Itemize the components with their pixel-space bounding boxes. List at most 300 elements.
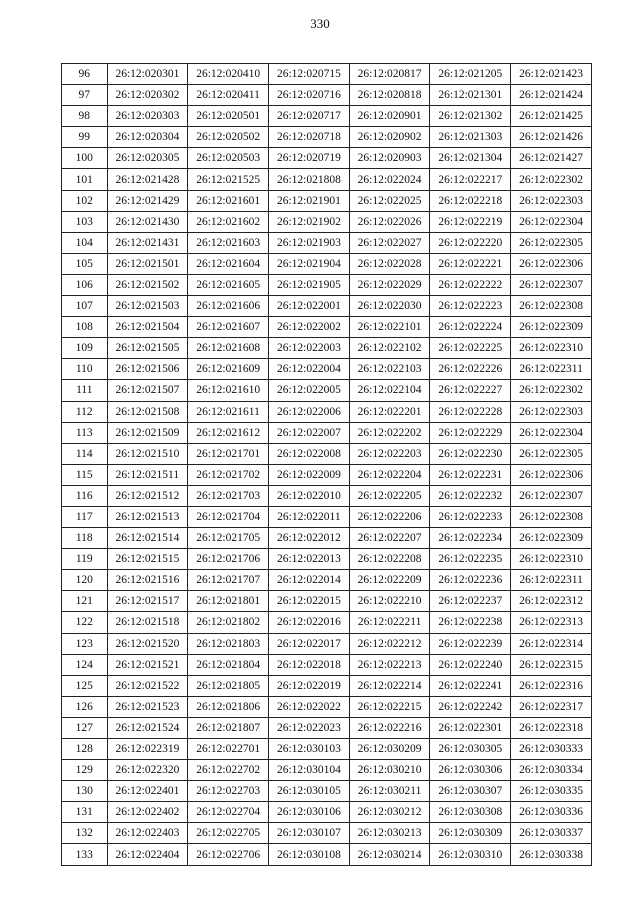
table-row bbox=[62, 612, 592, 633]
cadastral-number-cell: 26:12:021425 bbox=[511, 106, 592, 127]
cadastral-number-cell: 26:12:022012 bbox=[269, 528, 350, 549]
cadastral-number-cell: 26:12:030105 bbox=[269, 781, 350, 802]
cadastral-number-cell: 26:12:021514 bbox=[107, 528, 188, 549]
cadastral-number-cell: 26:12:022211 bbox=[349, 612, 430, 633]
table-row bbox=[62, 781, 592, 802]
cadastral-number-cell: 26:12:022023 bbox=[269, 717, 350, 738]
cadastral-number-cell: 26:12:022201 bbox=[349, 401, 430, 422]
cadastral-number-cell: 26:12:022701 bbox=[188, 739, 269, 760]
cadastral-number-cell: 26:12:020302 bbox=[107, 85, 188, 106]
cadastral-number-cell: 26:12:030107 bbox=[269, 823, 350, 844]
cadastral-number-cell: 26:12:030333 bbox=[511, 739, 592, 760]
cadastral-number-cell: 26:12:022316 bbox=[511, 675, 592, 696]
cadastral-number-cell: 26:12:021301 bbox=[430, 85, 511, 106]
cadastral-number-cell: 26:12:022311 bbox=[511, 570, 592, 591]
cadastral-number-cell: 26:12:020716 bbox=[269, 85, 350, 106]
cadastral-number-cell: 26:12:021503 bbox=[107, 296, 188, 317]
cadastral-number-cell: 26:12:022219 bbox=[430, 211, 511, 232]
cadastral-number-cell: 26:12:021507 bbox=[107, 380, 188, 401]
cadastral-number-cell: 26:12:030305 bbox=[430, 739, 511, 760]
row-number-cell: 119 bbox=[62, 549, 108, 570]
cadastral-number-cell: 26:12:022319 bbox=[107, 739, 188, 760]
cadastral-number-cell: 26:12:022003 bbox=[269, 338, 350, 359]
cadastral-number-cell: 26:12:022210 bbox=[349, 591, 430, 612]
cadastral-number-cell: 26:12:030106 bbox=[269, 802, 350, 823]
cadastral-number-cell: 26:12:022236 bbox=[430, 570, 511, 591]
cadastral-number-cell: 26:12:022234 bbox=[430, 528, 511, 549]
cadastral-number-cell: 26:12:021426 bbox=[511, 127, 592, 148]
cadastral-number-cell: 26:12:030103 bbox=[269, 739, 350, 760]
table-body bbox=[62, 64, 592, 866]
row-number-cell: 124 bbox=[62, 654, 108, 675]
cadastral-number-cell: 26:12:022015 bbox=[269, 591, 350, 612]
cadastral-number-cell: 26:12:022301 bbox=[430, 717, 511, 738]
cadastral-number-cell: 26:12:022702 bbox=[188, 760, 269, 781]
row-number-cell: 133 bbox=[62, 844, 108, 865]
cadastral-number-cell: 26:12:021701 bbox=[188, 443, 269, 464]
table-row bbox=[62, 338, 592, 359]
cadastral-number-cell: 26:12:030334 bbox=[511, 760, 592, 781]
table-row bbox=[62, 296, 592, 317]
table-row bbox=[62, 485, 592, 506]
row-number-cell: 103 bbox=[62, 211, 108, 232]
cadastral-number-cell: 26:12:022010 bbox=[269, 485, 350, 506]
cadastral-number-cell: 26:12:022239 bbox=[430, 633, 511, 654]
row-number-cell: 113 bbox=[62, 422, 108, 443]
cadastral-number-cell: 26:12:021517 bbox=[107, 591, 188, 612]
row-number-cell: 128 bbox=[62, 739, 108, 760]
cadastral-number-cell: 26:12:022312 bbox=[511, 591, 592, 612]
cadastral-number-cell: 26:12:020903 bbox=[349, 148, 430, 169]
cadastral-number-cell: 26:12:030210 bbox=[349, 760, 430, 781]
cadastral-number-cell: 26:12:022242 bbox=[430, 696, 511, 717]
cadastral-number-cell: 26:12:021801 bbox=[188, 591, 269, 612]
cadastral-number-cell: 26:12:020303 bbox=[107, 106, 188, 127]
cadastral-number-cell: 26:12:022232 bbox=[430, 485, 511, 506]
cadastral-number-cell: 26:12:022029 bbox=[349, 274, 430, 295]
cadastral-number-cell: 26:12:021803 bbox=[188, 633, 269, 654]
page-number: 330 bbox=[310, 16, 330, 31]
cadastral-number-cell: 26:12:021511 bbox=[107, 464, 188, 485]
row-number-cell: 116 bbox=[62, 485, 108, 506]
cadastral-number-cell: 26:12:022102 bbox=[349, 338, 430, 359]
row-number-cell: 132 bbox=[62, 823, 108, 844]
cadastral-number-cell: 26:12:022231 bbox=[430, 464, 511, 485]
row-number-cell: 99 bbox=[62, 127, 108, 148]
cadastral-number-cell: 26:12:021905 bbox=[269, 274, 350, 295]
table-row bbox=[62, 633, 592, 654]
cadastral-number-cell: 26:12:022304 bbox=[511, 211, 592, 232]
cadastral-number-cell: 26:12:030335 bbox=[511, 781, 592, 802]
cadastral-number-cell: 26:12:021902 bbox=[269, 211, 350, 232]
cadastral-number-cell: 26:12:022206 bbox=[349, 506, 430, 527]
cadastral-number-cell: 26:12:020902 bbox=[349, 127, 430, 148]
cadastral-number-cell: 26:12:022237 bbox=[430, 591, 511, 612]
cadastral-number-cell: 26:12:021304 bbox=[430, 148, 511, 169]
cadastral-number-cell: 26:12:022026 bbox=[349, 211, 430, 232]
row-number-cell: 130 bbox=[62, 781, 108, 802]
cadastral-number-cell: 26:12:022309 bbox=[511, 528, 592, 549]
cadastral-number-cell: 26:12:022704 bbox=[188, 802, 269, 823]
cadastral-number-cell: 26:12:021429 bbox=[107, 190, 188, 211]
table-row bbox=[62, 232, 592, 253]
cadastral-number-cell: 26:12:021606 bbox=[188, 296, 269, 317]
cadastral-number-cell: 26:12:022104 bbox=[349, 380, 430, 401]
cadastral-number-cell: 26:12:022305 bbox=[511, 443, 592, 464]
cadastral-number-cell: 26:12:021515 bbox=[107, 549, 188, 570]
cadastral-number-cell: 26:12:022218 bbox=[430, 190, 511, 211]
cadastral-number-cell: 26:12:022241 bbox=[430, 675, 511, 696]
table-row bbox=[62, 317, 592, 338]
cadastral-number-cell: 26:12:021505 bbox=[107, 338, 188, 359]
cadastral-number-cell: 26:12:021603 bbox=[188, 232, 269, 253]
cadastral-number-cell: 26:12:030214 bbox=[349, 844, 430, 865]
table-row bbox=[62, 253, 592, 274]
cadastral-number-cell: 26:12:021904 bbox=[269, 253, 350, 274]
row-number-cell: 112 bbox=[62, 401, 108, 422]
cadastral-number-cell: 26:12:022224 bbox=[430, 317, 511, 338]
cadastral-number-cell: 26:12:020715 bbox=[269, 64, 350, 85]
cadastral-number-cell: 26:12:022403 bbox=[107, 823, 188, 844]
table-row bbox=[62, 148, 592, 169]
cadastral-number-cell: 26:12:021512 bbox=[107, 485, 188, 506]
cadastral-number-cell: 26:12:022220 bbox=[430, 232, 511, 253]
cadastral-number-cell: 26:12:021521 bbox=[107, 654, 188, 675]
cadastral-number-cell: 26:12:030336 bbox=[511, 802, 592, 823]
cadastral-number-cell: 26:12:021430 bbox=[107, 211, 188, 232]
row-number-cell: 125 bbox=[62, 675, 108, 696]
cadastral-number-cell: 26:12:022227 bbox=[430, 380, 511, 401]
cadastral-number-cell: 26:12:022028 bbox=[349, 253, 430, 274]
row-number-cell: 111 bbox=[62, 380, 108, 401]
cadastral-number-cell: 26:12:021302 bbox=[430, 106, 511, 127]
cadastral-number-cell: 26:12:022404 bbox=[107, 844, 188, 865]
cadastral-number-cell: 26:12:022306 bbox=[511, 253, 592, 274]
cadastral-number-cell: 26:12:022009 bbox=[269, 464, 350, 485]
cadastral-number-cell: 26:12:022225 bbox=[430, 338, 511, 359]
cadastral-number-cell: 26:12:030307 bbox=[430, 781, 511, 802]
cadastral-number-cell: 26:12:022315 bbox=[511, 654, 592, 675]
cadastral-number-cell: 26:12:022016 bbox=[269, 612, 350, 633]
cadastral-number-cell: 26:12:022027 bbox=[349, 232, 430, 253]
cadastral-number-cell: 26:12:022014 bbox=[269, 570, 350, 591]
row-number-cell: 117 bbox=[62, 506, 108, 527]
cadastral-number-cell: 26:12:022223 bbox=[430, 296, 511, 317]
cadastral-number-cell: 26:12:022217 bbox=[430, 169, 511, 190]
cadastral-number-cell: 26:12:022303 bbox=[511, 401, 592, 422]
cadastral-number-cell: 26:12:030108 bbox=[269, 844, 350, 865]
cadastral-number-cell: 26:12:030209 bbox=[349, 739, 430, 760]
table-row bbox=[62, 696, 592, 717]
cadastral-number-cell: 26:12:030308 bbox=[430, 802, 511, 823]
cadastral-number-cell: 26:12:022401 bbox=[107, 781, 188, 802]
cadastral-number-cell: 26:12:022202 bbox=[349, 422, 430, 443]
cadastral-number-cell: 26:12:021423 bbox=[511, 64, 592, 85]
table-row bbox=[62, 760, 592, 781]
row-number-cell: 123 bbox=[62, 633, 108, 654]
cadastral-number-cell: 26:12:022309 bbox=[511, 317, 592, 338]
cadastral-number-cell: 26:12:022002 bbox=[269, 317, 350, 338]
cadastral-number-cell: 26:12:020502 bbox=[188, 127, 269, 148]
cadastral-number-cell: 26:12:021807 bbox=[188, 717, 269, 738]
cadastral-number-cell: 26:12:021518 bbox=[107, 612, 188, 633]
cadastral-number-cell: 26:12:022306 bbox=[511, 464, 592, 485]
cadastral-number-cell: 26:12:030211 bbox=[349, 781, 430, 802]
row-number-cell: 105 bbox=[62, 253, 108, 274]
cadastral-number-cell: 26:12:022402 bbox=[107, 802, 188, 823]
table-row bbox=[62, 654, 592, 675]
cadastral-number-cell: 26:12:021524 bbox=[107, 717, 188, 738]
cadastral-number-cell: 26:12:021602 bbox=[188, 211, 269, 232]
cadastral-number-cell: 26:12:022215 bbox=[349, 696, 430, 717]
cadastral-number-cell: 26:12:020301 bbox=[107, 64, 188, 85]
cadastral-number-cell: 26:12:021808 bbox=[269, 169, 350, 190]
cadastral-number-cell: 26:12:022022 bbox=[269, 696, 350, 717]
cadastral-number-cell: 26:12:030213 bbox=[349, 823, 430, 844]
cadastral-number-cell: 26:12:022207 bbox=[349, 528, 430, 549]
table-row bbox=[62, 717, 592, 738]
cadastral-number-cell: 26:12:021523 bbox=[107, 696, 188, 717]
cadastral-number-cell: 26:12:030338 bbox=[511, 844, 592, 865]
cadastral-number-cell: 26:12:021427 bbox=[511, 148, 592, 169]
cadastral-number-cell: 26:12:022208 bbox=[349, 549, 430, 570]
cadastral-number-cell: 26:12:021608 bbox=[188, 338, 269, 359]
cadastral-number-cell: 26:12:020501 bbox=[188, 106, 269, 127]
cadastral-number-cell: 26:12:022101 bbox=[349, 317, 430, 338]
cadastral-number-cell: 26:12:021703 bbox=[188, 485, 269, 506]
cadastral-number-cell: 26:12:022311 bbox=[511, 359, 592, 380]
cadastral-number-cell: 26:12:022310 bbox=[511, 549, 592, 570]
row-number-cell: 122 bbox=[62, 612, 108, 633]
table-row bbox=[62, 401, 592, 422]
row-number-cell: 109 bbox=[62, 338, 108, 359]
cadastral-number-cell: 26:12:021509 bbox=[107, 422, 188, 443]
cadastral-number-cell: 26:12:021705 bbox=[188, 528, 269, 549]
table-row bbox=[62, 464, 592, 485]
cadastral-number-cell: 26:12:022214 bbox=[349, 675, 430, 696]
row-number-cell: 120 bbox=[62, 570, 108, 591]
table-row bbox=[62, 422, 592, 443]
cadastral-number-cell: 26:12:020719 bbox=[269, 148, 350, 169]
cadastral-number-cell: 26:12:021607 bbox=[188, 317, 269, 338]
cadastral-number-cell: 26:12:021516 bbox=[107, 570, 188, 591]
cadastral-number-cell: 26:12:020304 bbox=[107, 127, 188, 148]
cadastral-number-cell: 26:12:022320 bbox=[107, 760, 188, 781]
cadastral-number-cell: 26:12:022240 bbox=[430, 654, 511, 675]
cadastral-number-cell: 26:12:022302 bbox=[511, 380, 592, 401]
table-row bbox=[62, 169, 592, 190]
cadastral-number-cell: 26:12:021205 bbox=[430, 64, 511, 85]
row-number-cell: 102 bbox=[62, 190, 108, 211]
cadastral-number-cell: 26:12:030310 bbox=[430, 844, 511, 865]
cadastral-number-cell: 26:12:022308 bbox=[511, 296, 592, 317]
cadastral-number-cell: 26:12:022005 bbox=[269, 380, 350, 401]
cadastral-number-cell: 26:12:021901 bbox=[269, 190, 350, 211]
row-number-cell: 121 bbox=[62, 591, 108, 612]
cadastral-number-cell: 26:12:021604 bbox=[188, 253, 269, 274]
cadastral-number-cell: 26:12:030104 bbox=[269, 760, 350, 781]
row-number-cell: 106 bbox=[62, 274, 108, 295]
cadastral-number-cell: 26:12:021704 bbox=[188, 506, 269, 527]
row-number-cell: 100 bbox=[62, 148, 108, 169]
cadastral-number-cell: 26:12:022209 bbox=[349, 570, 430, 591]
cadastral-number-cell: 26:12:021804 bbox=[188, 654, 269, 675]
cadastral-number-cell: 26:12:022216 bbox=[349, 717, 430, 738]
row-number-cell: 108 bbox=[62, 317, 108, 338]
cadastral-number-cell: 26:12:021428 bbox=[107, 169, 188, 190]
table-row bbox=[62, 359, 592, 380]
table-row bbox=[62, 591, 592, 612]
cadastral-number-cell: 26:12:022017 bbox=[269, 633, 350, 654]
cadastral-number-cell: 26:12:021802 bbox=[188, 612, 269, 633]
table-row bbox=[62, 570, 592, 591]
cadastral-number-cell: 26:12:022007 bbox=[269, 422, 350, 443]
cadastral-number-cell: 26:12:022302 bbox=[511, 169, 592, 190]
cadastral-number-cell: 26:12:021903 bbox=[269, 232, 350, 253]
cadastral-number-cell: 26:12:022310 bbox=[511, 338, 592, 359]
cadastral-number-cell: 26:12:022705 bbox=[188, 823, 269, 844]
cadastral-number-cell: 26:12:021806 bbox=[188, 696, 269, 717]
table-row bbox=[62, 127, 592, 148]
row-number-cell: 110 bbox=[62, 359, 108, 380]
cadastral-number-cell: 26:12:022024 bbox=[349, 169, 430, 190]
cadastral-number-cell: 26:12:021605 bbox=[188, 274, 269, 295]
row-number-cell: 126 bbox=[62, 696, 108, 717]
cadastral-number-cell: 26:12:022213 bbox=[349, 654, 430, 675]
cadastral-number-cell: 26:12:022011 bbox=[269, 506, 350, 527]
cadastral-number-cell: 26:12:021504 bbox=[107, 317, 188, 338]
cadastral-number-cell: 26:12:022205 bbox=[349, 485, 430, 506]
cadastral-number-cell: 26:12:022226 bbox=[430, 359, 511, 380]
cadastral-number-cell: 26:12:022304 bbox=[511, 422, 592, 443]
cadastral-number-cell: 26:12:022019 bbox=[269, 675, 350, 696]
cadastral-number-cell: 26:12:020718 bbox=[269, 127, 350, 148]
table-row bbox=[62, 739, 592, 760]
cadastral-number-cell: 26:12:020901 bbox=[349, 106, 430, 127]
cadastral-number-cell: 26:12:022203 bbox=[349, 443, 430, 464]
cadastral-number-cell: 26:12:022228 bbox=[430, 401, 511, 422]
table-row bbox=[62, 802, 592, 823]
cadastral-number-cell: 26:12:020717 bbox=[269, 106, 350, 127]
cadastral-number-cell: 26:12:022308 bbox=[511, 506, 592, 527]
table-row bbox=[62, 528, 592, 549]
table-row bbox=[62, 844, 592, 865]
cadastral-number-cell: 26:12:022030 bbox=[349, 296, 430, 317]
row-number-cell: 118 bbox=[62, 528, 108, 549]
cadastral-number-cell: 26:12:022703 bbox=[188, 781, 269, 802]
cadastral-number-cell: 26:12:022004 bbox=[269, 359, 350, 380]
cadastral-number-cell: 26:12:021805 bbox=[188, 675, 269, 696]
cadastral-number-cell: 26:12:021303 bbox=[430, 127, 511, 148]
cadastral-number-cell: 26:12:021706 bbox=[188, 549, 269, 570]
cadastral-number-cell: 26:12:021609 bbox=[188, 359, 269, 380]
cadastral-number-cell: 26:12:022307 bbox=[511, 274, 592, 295]
cadastral-number-cell: 26:12:022222 bbox=[430, 274, 511, 295]
cadastral-number-cell: 26:12:022103 bbox=[349, 359, 430, 380]
table-row bbox=[62, 106, 592, 127]
table-row bbox=[62, 274, 592, 295]
cadastral-number-cell: 26:12:022706 bbox=[188, 844, 269, 865]
cadastral-number-cell: 26:12:022303 bbox=[511, 190, 592, 211]
cadastral-number-cell: 26:12:021611 bbox=[188, 401, 269, 422]
table-row bbox=[62, 823, 592, 844]
row-number-cell: 131 bbox=[62, 802, 108, 823]
cadastral-number-cell: 26:12:021510 bbox=[107, 443, 188, 464]
table-row bbox=[62, 506, 592, 527]
cadastral-number-cell: 26:12:020817 bbox=[349, 64, 430, 85]
cadastral-number-cell: 26:12:022018 bbox=[269, 654, 350, 675]
cadastral-number-table bbox=[61, 63, 592, 866]
row-number-cell: 104 bbox=[62, 232, 108, 253]
cadastral-number-cell: 26:12:022318 bbox=[511, 717, 592, 738]
cadastral-number-cell: 26:12:030212 bbox=[349, 802, 430, 823]
row-number-cell: 127 bbox=[62, 717, 108, 738]
cadastral-number-cell: 26:12:022001 bbox=[269, 296, 350, 317]
cadastral-number-cell: 26:12:022006 bbox=[269, 401, 350, 422]
cadastral-number-cell: 26:12:021506 bbox=[107, 359, 188, 380]
cadastral-number-cell: 26:12:022235 bbox=[430, 549, 511, 570]
table-row bbox=[62, 211, 592, 232]
cadastral-number-cell: 26:12:021520 bbox=[107, 633, 188, 654]
cadastral-number-cell: 26:12:021525 bbox=[188, 169, 269, 190]
row-number-cell: 115 bbox=[62, 464, 108, 485]
cadastral-number-cell: 26:12:021508 bbox=[107, 401, 188, 422]
cadastral-number-cell: 26:12:021702 bbox=[188, 464, 269, 485]
table-row bbox=[62, 85, 592, 106]
cadastral-number-cell: 26:12:022238 bbox=[430, 612, 511, 633]
cadastral-number-cell: 26:12:030309 bbox=[430, 823, 511, 844]
cadastral-number-cell: 26:12:030337 bbox=[511, 823, 592, 844]
row-number-cell: 96 bbox=[62, 64, 108, 85]
row-number-cell: 107 bbox=[62, 296, 108, 317]
cadastral-number-cell: 26:12:021501 bbox=[107, 253, 188, 274]
cadastral-number-cell: 26:12:021424 bbox=[511, 85, 592, 106]
cadastral-number-cell: 26:12:022305 bbox=[511, 232, 592, 253]
cadastral-number-cell: 26:12:021522 bbox=[107, 675, 188, 696]
row-number-cell: 101 bbox=[62, 169, 108, 190]
cadastral-number-cell: 26:12:020411 bbox=[188, 85, 269, 106]
cadastral-number-cell: 26:12:021513 bbox=[107, 506, 188, 527]
table-row bbox=[62, 675, 592, 696]
cadastral-number-cell: 26:12:021610 bbox=[188, 380, 269, 401]
table-row bbox=[62, 64, 592, 85]
cadastral-number-cell: 26:12:022013 bbox=[269, 549, 350, 570]
cadastral-number-cell: 26:12:020305 bbox=[107, 148, 188, 169]
cadastral-number-cell: 26:12:021707 bbox=[188, 570, 269, 591]
cadastral-number-cell: 26:12:020818 bbox=[349, 85, 430, 106]
cadastral-number-cell: 26:12:021502 bbox=[107, 274, 188, 295]
cadastral-number-cell: 26:12:022233 bbox=[430, 506, 511, 527]
cadastral-number-cell: 26:12:022307 bbox=[511, 485, 592, 506]
cadastral-number-cell: 26:12:022317 bbox=[511, 696, 592, 717]
cadastral-number-cell: 26:12:022313 bbox=[511, 612, 592, 633]
table-row bbox=[62, 190, 592, 211]
table-row bbox=[62, 443, 592, 464]
cadastral-number-cell: 26:12:022221 bbox=[430, 253, 511, 274]
row-number-cell: 129 bbox=[62, 760, 108, 781]
cadastral-number-cell: 26:12:030306 bbox=[430, 760, 511, 781]
cadastral-number-cell: 26:12:020503 bbox=[188, 148, 269, 169]
cadastral-number-cell: 26:12:022008 bbox=[269, 443, 350, 464]
cadastral-number-cell: 26:12:022025 bbox=[349, 190, 430, 211]
row-number-cell: 97 bbox=[62, 85, 108, 106]
table-row bbox=[62, 549, 592, 570]
table-row bbox=[62, 380, 592, 401]
cadastral-number-cell: 26:12:021431 bbox=[107, 232, 188, 253]
cadastral-number-cell: 26:12:020410 bbox=[188, 64, 269, 85]
cadastral-number-cell: 26:12:022314 bbox=[511, 633, 592, 654]
cadastral-number-cell: 26:12:022229 bbox=[430, 422, 511, 443]
